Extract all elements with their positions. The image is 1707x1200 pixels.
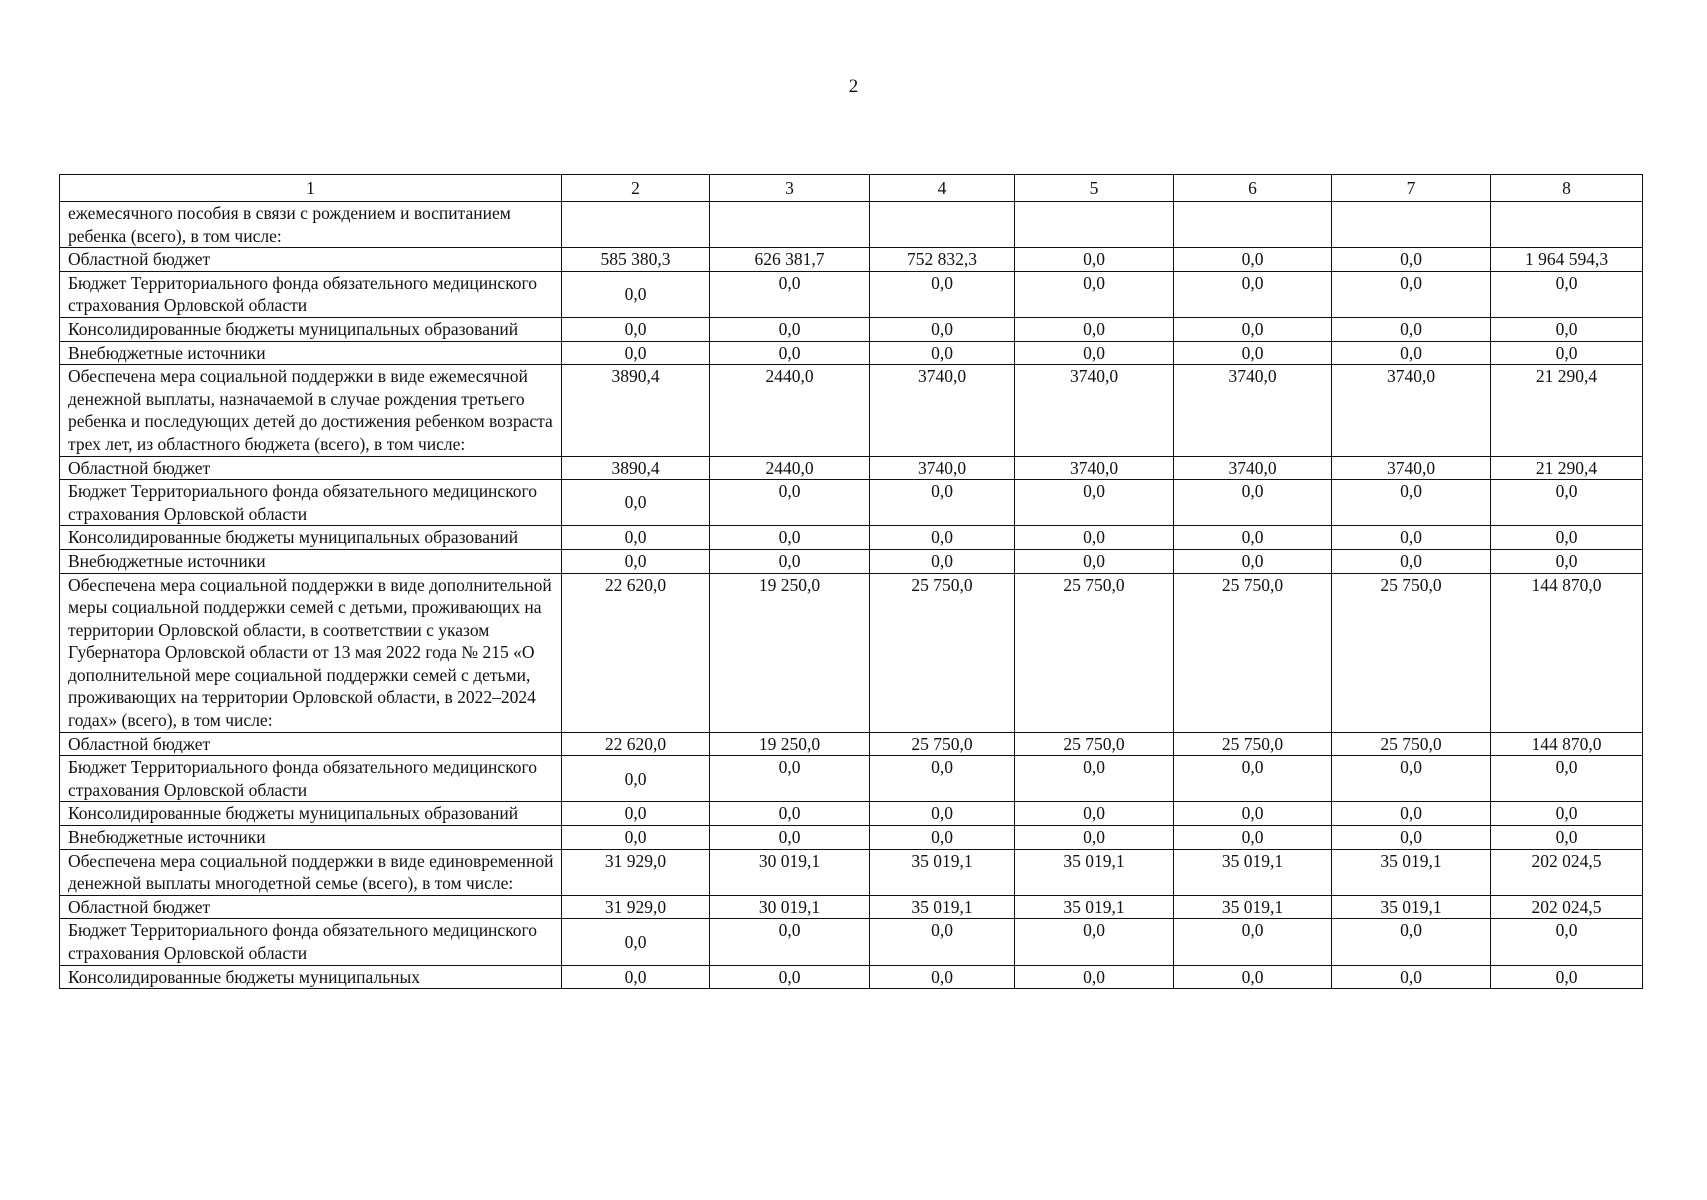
table-row bbox=[60, 826, 1643, 850]
value-cell: 0,0 bbox=[870, 802, 1015, 826]
value-cell: 0,0 bbox=[870, 826, 1015, 850]
value-cell: 0,0 bbox=[710, 826, 870, 850]
value-cell: 3740,0 bbox=[1174, 456, 1332, 480]
value-cell: 35 019,1 bbox=[870, 895, 1015, 919]
value-cell: 0,0 bbox=[1174, 271, 1332, 317]
value-cell: 3890,4 bbox=[562, 365, 710, 456]
value-cell: 0,0 bbox=[870, 756, 1015, 802]
table-body bbox=[60, 202, 1643, 989]
value-cell: 0,0 bbox=[1174, 480, 1332, 526]
header-cell: 3 bbox=[710, 175, 870, 202]
table-row bbox=[60, 756, 1643, 802]
value-cell: 0,0 bbox=[1174, 549, 1332, 573]
value-cell: 0,0 bbox=[1491, 549, 1643, 573]
value-cell: 22 620,0 bbox=[562, 573, 710, 732]
value-cell: 31 929,0 bbox=[562, 849, 710, 895]
value-cell: 0,0 bbox=[562, 826, 710, 850]
value-cell: 0,0 bbox=[1491, 802, 1643, 826]
value-cell: 0,0 bbox=[1491, 271, 1643, 317]
value-cell: 0,0 bbox=[1015, 756, 1174, 802]
value-cell: 0,0 bbox=[1174, 756, 1332, 802]
value-cell bbox=[1015, 202, 1174, 248]
value-cell: 25 750,0 bbox=[1015, 573, 1174, 732]
value-cell: 22 620,0 bbox=[562, 732, 710, 756]
value-cell: 0,0 bbox=[710, 965, 870, 989]
value-cell: 0,0 bbox=[1174, 248, 1332, 272]
table-row bbox=[60, 573, 1643, 732]
header-cell: 5 bbox=[1015, 175, 1174, 202]
value-cell: 0,0 bbox=[1015, 549, 1174, 573]
value-cell: 0,0 bbox=[1174, 526, 1332, 550]
value-cell: 0,0 bbox=[1332, 802, 1491, 826]
value-cell: 0,0 bbox=[870, 480, 1015, 526]
value-cell: 0,0 bbox=[1015, 317, 1174, 341]
value-cell: 0,0 bbox=[1491, 965, 1643, 989]
value-cell bbox=[562, 202, 710, 248]
value-cell: 0,0 bbox=[870, 965, 1015, 989]
header-cell: 1 bbox=[60, 175, 562, 202]
row-label: Обеспечена мера социальной поддержки в виде дополнительной меры социальной поддержки семей с детьми, проживающих на территории Орловской области, в соответствии с указом Губернатора Орловской области от 13 мая 2022 года № 215 «О дополнительной мере социальной поддержки семей с детьми, проживающих на территории Орловской области, в 2022–2024 годах» (всего), в том числе: bbox=[60, 573, 562, 732]
value-cell: 3740,0 bbox=[1332, 456, 1491, 480]
row-label: Внебюджетные источники bbox=[60, 549, 562, 573]
value-cell: 19 250,0 bbox=[710, 573, 870, 732]
value-cell: 0,0 bbox=[710, 919, 870, 965]
value-cell: 0,0 bbox=[1174, 341, 1332, 365]
value-cell: 25 750,0 bbox=[870, 573, 1015, 732]
value-cell: 0,0 bbox=[1332, 919, 1491, 965]
header-cell: 2 bbox=[562, 175, 710, 202]
value-cell: 752 832,3 bbox=[870, 248, 1015, 272]
value-cell: 3740,0 bbox=[1332, 365, 1491, 456]
value-cell: 202 024,5 bbox=[1491, 895, 1643, 919]
value-cell: 144 870,0 bbox=[1491, 573, 1643, 732]
row-label: Консолидированные бюджеты муниципальных образований bbox=[60, 317, 562, 341]
value-cell: 0,0 bbox=[870, 526, 1015, 550]
value-cell: 0,0 bbox=[1015, 826, 1174, 850]
value-cell: 0,0 bbox=[1332, 549, 1491, 573]
row-label: Областной бюджет bbox=[60, 732, 562, 756]
table-row bbox=[60, 526, 1643, 550]
value-cell: 35 019,1 bbox=[1332, 849, 1491, 895]
value-cell: 0,0 bbox=[1332, 526, 1491, 550]
value-cell: 0,0 bbox=[1332, 965, 1491, 989]
row-label: Бюджет Территориального фонда обязательного медицинского страхования Орловской области bbox=[60, 480, 562, 526]
value-cell: 0,0 bbox=[562, 526, 710, 550]
row-label: Консолидированные бюджеты муниципальных bbox=[60, 965, 562, 989]
value-cell: 0,0 bbox=[562, 271, 710, 317]
value-cell: 3740,0 bbox=[870, 456, 1015, 480]
value-cell: 35 019,1 bbox=[870, 849, 1015, 895]
value-cell: 0,0 bbox=[710, 526, 870, 550]
row-label: Консолидированные бюджеты муниципальных образований bbox=[60, 526, 562, 550]
row-label: Областной бюджет bbox=[60, 456, 562, 480]
table-row bbox=[60, 895, 1643, 919]
value-cell: 25 750,0 bbox=[870, 732, 1015, 756]
table-row bbox=[60, 480, 1643, 526]
value-cell: 3740,0 bbox=[1015, 456, 1174, 480]
row-label: Бюджет Территориального фонда обязательного медицинского страхования Орловской области bbox=[60, 271, 562, 317]
row-label: Областной бюджет bbox=[60, 248, 562, 272]
value-cell: 0,0 bbox=[1174, 965, 1332, 989]
value-cell: 0,0 bbox=[562, 341, 710, 365]
value-cell: 0,0 bbox=[1015, 271, 1174, 317]
value-cell: 0,0 bbox=[1015, 802, 1174, 826]
page-number: 2 bbox=[848, 76, 859, 97]
header-row bbox=[60, 175, 1643, 202]
value-cell: 0,0 bbox=[710, 317, 870, 341]
value-cell: 0,0 bbox=[1332, 756, 1491, 802]
value-cell: 0,0 bbox=[1174, 826, 1332, 850]
value-cell: 25 750,0 bbox=[1015, 732, 1174, 756]
budget-table bbox=[59, 174, 1643, 989]
table-row bbox=[60, 202, 1643, 248]
value-cell: 0,0 bbox=[562, 802, 710, 826]
value-cell: 25 750,0 bbox=[1332, 573, 1491, 732]
header-cell: 8 bbox=[1491, 175, 1643, 202]
table-row bbox=[60, 317, 1643, 341]
table-row bbox=[60, 919, 1643, 965]
value-cell: 0,0 bbox=[1332, 341, 1491, 365]
value-cell: 3740,0 bbox=[1015, 365, 1174, 456]
row-label: Обеспечена мера социальной поддержки в виде единовременной денежной выплаты многодетной семье (всего), в том числе: bbox=[60, 849, 562, 895]
row-label: Бюджет Территориального фонда обязательного медицинского страхования Орловской области bbox=[60, 919, 562, 965]
table-row bbox=[60, 849, 1643, 895]
value-cell: 0,0 bbox=[562, 965, 710, 989]
value-cell: 0,0 bbox=[870, 549, 1015, 573]
value-cell: 0,0 bbox=[1174, 802, 1332, 826]
value-cell: 1 964 594,3 bbox=[1491, 248, 1643, 272]
value-cell: 0,0 bbox=[1332, 248, 1491, 272]
value-cell: 35 019,1 bbox=[1174, 895, 1332, 919]
row-label: Внебюджетные источники bbox=[60, 341, 562, 365]
header-cell: 7 bbox=[1332, 175, 1491, 202]
value-cell: 0,0 bbox=[1015, 965, 1174, 989]
value-cell bbox=[870, 202, 1015, 248]
header-cell: 4 bbox=[870, 175, 1015, 202]
value-cell: 0,0 bbox=[562, 317, 710, 341]
value-cell: 0,0 bbox=[710, 756, 870, 802]
value-cell: 0,0 bbox=[1332, 317, 1491, 341]
value-cell: 585 380,3 bbox=[562, 248, 710, 272]
value-cell: 19 250,0 bbox=[710, 732, 870, 756]
value-cell: 0,0 bbox=[1332, 826, 1491, 850]
value-cell: 0,0 bbox=[562, 919, 710, 965]
value-cell: 0,0 bbox=[710, 341, 870, 365]
value-cell: 0,0 bbox=[710, 480, 870, 526]
value-cell: 202 024,5 bbox=[1491, 849, 1643, 895]
value-cell: 0,0 bbox=[1015, 341, 1174, 365]
table-row bbox=[60, 271, 1643, 317]
value-cell: 0,0 bbox=[1491, 526, 1643, 550]
value-cell: 25 750,0 bbox=[1174, 573, 1332, 732]
value-cell: 0,0 bbox=[1015, 526, 1174, 550]
value-cell: 0,0 bbox=[1491, 756, 1643, 802]
value-cell: 0,0 bbox=[870, 341, 1015, 365]
value-cell: 35 019,1 bbox=[1015, 849, 1174, 895]
value-cell bbox=[1332, 202, 1491, 248]
value-cell: 2440,0 bbox=[710, 456, 870, 480]
row-label: Консолидированные бюджеты муниципальных образований bbox=[60, 802, 562, 826]
value-cell: 0,0 bbox=[1332, 271, 1491, 317]
value-cell: 0,0 bbox=[1174, 919, 1332, 965]
value-cell: 0,0 bbox=[562, 756, 710, 802]
table-row bbox=[60, 732, 1643, 756]
value-cell: 0,0 bbox=[1015, 480, 1174, 526]
value-cell: 21 290,4 bbox=[1491, 365, 1643, 456]
value-cell bbox=[1491, 202, 1643, 248]
value-cell: 3890,4 bbox=[562, 456, 710, 480]
value-cell: 2440,0 bbox=[710, 365, 870, 456]
value-cell: 25 750,0 bbox=[1174, 732, 1332, 756]
value-cell: 35 019,1 bbox=[1015, 895, 1174, 919]
value-cell: 626 381,7 bbox=[710, 248, 870, 272]
value-cell: 25 750,0 bbox=[1332, 732, 1491, 756]
table-row bbox=[60, 802, 1643, 826]
value-cell bbox=[1174, 202, 1332, 248]
value-cell: 0,0 bbox=[1491, 480, 1643, 526]
value-cell: 35 019,1 bbox=[1332, 895, 1491, 919]
value-cell: 30 019,1 bbox=[710, 849, 870, 895]
value-cell: 0,0 bbox=[1491, 317, 1643, 341]
value-cell: 0,0 bbox=[710, 271, 870, 317]
table-row bbox=[60, 365, 1643, 456]
value-cell: 0,0 bbox=[1015, 248, 1174, 272]
value-cell: 0,0 bbox=[1174, 317, 1332, 341]
row-label: Обеспечена мера социальной поддержки в виде ежемесячной денежной выплаты, назначаемой в случае рождения третьего ребенка и последующих детей до достижения ребенком возраста трех лет, из областного бюджета (всего), в том числе: bbox=[60, 365, 562, 456]
value-cell: 3740,0 bbox=[870, 365, 1015, 456]
value-cell: 31 929,0 bbox=[562, 895, 710, 919]
table-row bbox=[60, 248, 1643, 272]
value-cell: 0,0 bbox=[710, 549, 870, 573]
value-cell: 0,0 bbox=[870, 271, 1015, 317]
table-row bbox=[60, 965, 1643, 989]
value-cell: 0,0 bbox=[1491, 826, 1643, 850]
row-label: Бюджет Территориального фонда обязательного медицинского страхования Орловской области bbox=[60, 756, 562, 802]
header-cell: 6 bbox=[1174, 175, 1332, 202]
value-cell: 3740,0 bbox=[1174, 365, 1332, 456]
value-cell: 21 290,4 bbox=[1491, 456, 1643, 480]
table-row bbox=[60, 456, 1643, 480]
value-cell: 30 019,1 bbox=[710, 895, 870, 919]
value-cell: 0,0 bbox=[1332, 480, 1491, 526]
value-cell: 0,0 bbox=[562, 549, 710, 573]
value-cell: 0,0 bbox=[1491, 919, 1643, 965]
value-cell: 0,0 bbox=[870, 919, 1015, 965]
row-label: Областной бюджет bbox=[60, 895, 562, 919]
value-cell: 0,0 bbox=[710, 802, 870, 826]
table-row bbox=[60, 549, 1643, 573]
value-cell: 144 870,0 bbox=[1491, 732, 1643, 756]
value-cell: 0,0 bbox=[562, 480, 710, 526]
row-label: Внебюджетные источники bbox=[60, 826, 562, 850]
table-row bbox=[60, 341, 1643, 365]
value-cell: 0,0 bbox=[1491, 341, 1643, 365]
value-cell: 35 019,1 bbox=[1174, 849, 1332, 895]
row-label: ежемесячного пособия в связи с рождением и воспитанием ребенка (всего), в том числе: bbox=[60, 202, 562, 248]
value-cell bbox=[710, 202, 870, 248]
value-cell: 0,0 bbox=[1015, 919, 1174, 965]
value-cell: 0,0 bbox=[870, 317, 1015, 341]
